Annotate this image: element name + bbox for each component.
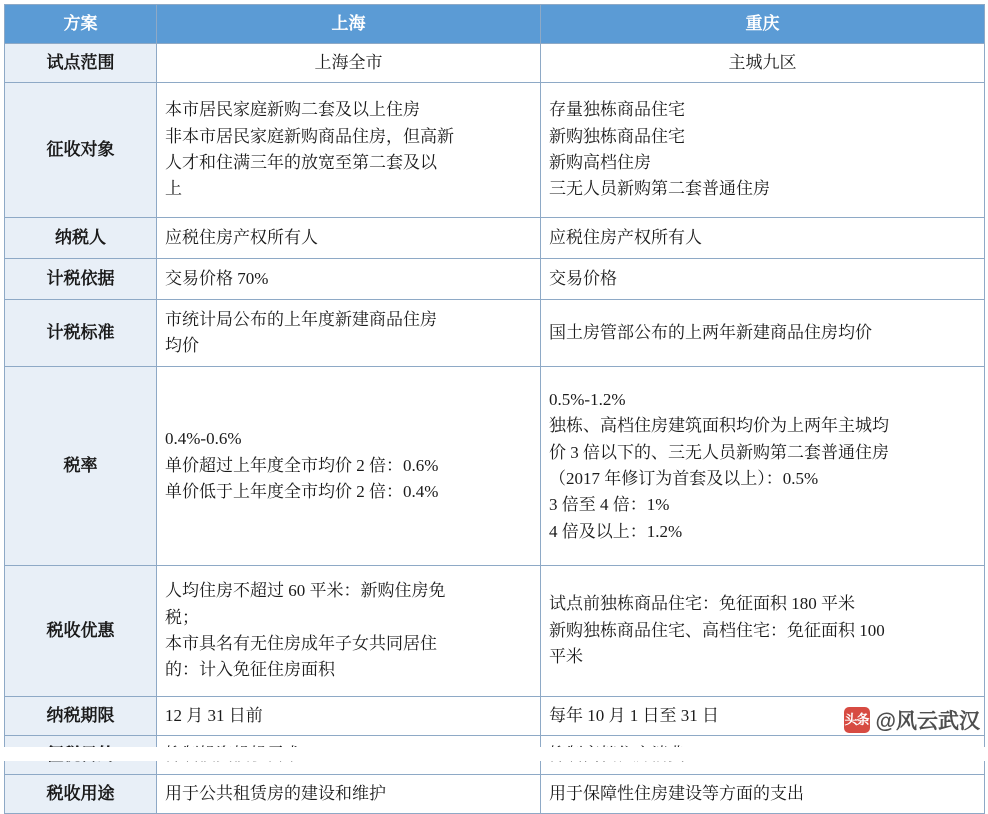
row-label-tax-standard: 计税标准 xyxy=(5,300,157,367)
cell-line: 交易价格 xyxy=(549,268,617,288)
cell-line: 应税住房产权所有人 xyxy=(549,227,702,247)
cell-line: 的：计入免征住房面积 xyxy=(165,660,335,680)
cell-line: 均价 xyxy=(165,336,199,355)
table-body xyxy=(5,44,985,814)
cell-chongqing-tax-usage xyxy=(541,775,985,814)
cell-shanghai-levy-target xyxy=(157,83,541,218)
row-label-tax-usage: 税收用途 xyxy=(5,775,157,814)
cell-line: 0.4%-0.6% xyxy=(165,429,242,449)
cell-line: 12 月 31 日前 xyxy=(165,705,263,725)
cell-line: 本市具名有无住房成年子女共同居住 xyxy=(165,634,437,653)
cell-line: 上海全市 xyxy=(314,52,383,72)
cell-chongqing-levy-target xyxy=(541,83,985,218)
page-bottom-strip xyxy=(0,747,988,761)
cell-line: 三无人员新购第二套普通住房 xyxy=(549,179,770,199)
cell-line: 试点前独栋商品住宅：免征面积 180 平米 xyxy=(549,594,855,614)
cell-chongqing-tax-basis xyxy=(541,259,985,300)
row-label-pilot-scope: 试点范围 xyxy=(5,44,157,83)
cell-line: 新购独栋商品住宅、高档住宅：免征面积 100 xyxy=(549,620,885,640)
row-label-tax-rate: 税率 xyxy=(5,367,157,566)
column-header-shanghai: 上海 xyxy=(157,5,541,44)
cell-line: 每年 10 月 1 日至 31 日 xyxy=(549,705,719,725)
cell-shanghai-tax-basis xyxy=(157,259,541,300)
cell-line: 应税住房产权所有人 xyxy=(165,227,318,247)
cell-shanghai-payment-deadline xyxy=(157,697,541,736)
watermark-text: @风云武汉 xyxy=(875,710,980,733)
cell-line: 平米 xyxy=(549,647,583,667)
cell-line: 用于公共租赁房的建设和维护 xyxy=(165,783,386,803)
cell-line: 4 倍及以上：1.2% xyxy=(549,521,683,541)
cell-line: 3 倍至 4 倍：1% xyxy=(549,495,670,515)
row-label-taxpayer: 纳税人 xyxy=(5,218,157,259)
table-row xyxy=(5,259,985,300)
cell-chongqing-tax-rate xyxy=(541,367,985,566)
table-header xyxy=(5,5,985,44)
cell-chongqing-tax-standard xyxy=(541,300,985,367)
cell-line: 税； xyxy=(165,607,199,627)
cell-line: 新购独栋商品住宅 xyxy=(549,126,685,146)
row-label-tax-basis: 计税依据 xyxy=(5,259,157,300)
cell-line: 上 xyxy=(165,179,182,199)
column-header-scheme: 方案 xyxy=(5,5,157,44)
cell-shanghai-tax-standard xyxy=(157,300,541,367)
table-row xyxy=(5,44,985,83)
cell-line: 主城九区 xyxy=(728,52,797,72)
cell-chongqing-payment-deadline xyxy=(541,697,985,736)
table-row xyxy=(5,83,985,218)
cell-line: 独栋、高档住房建筑面积均价为上两年主城均 xyxy=(549,416,889,436)
row-label-payment-deadline: 纳税期限 xyxy=(5,697,157,736)
cell-line: 人均住房不超过 60 平米：新购住房免 xyxy=(165,581,446,601)
table-header-row xyxy=(5,5,985,44)
cell-line: 非本市居民家庭新购商品住房，但高新 xyxy=(165,126,454,146)
cell-line: 市统计局公布的上年度新建商品住房 xyxy=(165,309,437,329)
cell-line: 交易价格 70% xyxy=(165,268,269,288)
table-row xyxy=(5,566,985,697)
table-row xyxy=(5,775,985,814)
cell-chongqing-taxpayer xyxy=(541,218,985,259)
cell-shanghai-tax-benefit xyxy=(157,566,541,697)
cell-shanghai-tax-usage xyxy=(157,775,541,814)
cell-shanghai-taxpayer xyxy=(157,218,541,259)
cell-line: 国土房管部公布的上两年新建商品住房均价 xyxy=(549,322,872,342)
table-row xyxy=(5,367,985,566)
column-header-chongqing: 重庆 xyxy=(541,5,985,44)
cell-shanghai-pilot-scope xyxy=(157,44,541,83)
cell-line: 0.5%-1.2% xyxy=(549,389,626,409)
table-row xyxy=(5,300,985,367)
cell-line: 用于保障性住房建设等方面的支出 xyxy=(549,783,804,803)
cell-line: 单价低于上年度全市均价 2 倍：0.4% xyxy=(165,482,439,502)
cell-line: （2017 年修订为首套及以上）：0.5% xyxy=(549,469,819,488)
table-row xyxy=(5,697,985,736)
cell-line: 价 3 倍以下的、三无人员新购第二套普通住房 xyxy=(549,442,889,462)
cell-line: 单价超过上年度全市均价 2 倍：0.6% xyxy=(165,455,439,475)
table-row xyxy=(5,218,985,259)
cell-line: 本市居民家庭新购二套及以上住房 xyxy=(165,100,420,120)
cell-line: 新购高档住房 xyxy=(549,153,651,172)
cell-line: 人才和住满三年的放宽至第二套及以 xyxy=(165,153,437,172)
property-tax-comparison-table xyxy=(4,4,985,814)
cell-line: 存量独栋商品住宅 xyxy=(549,100,685,120)
cell-shanghai-tax-rate xyxy=(157,367,541,566)
row-label-tax-benefit: 税收优惠 xyxy=(5,566,157,697)
cell-chongqing-tax-benefit xyxy=(541,566,985,697)
row-label-levy-target: 征收对象 xyxy=(5,83,157,218)
cell-chongqing-pilot-scope xyxy=(541,44,985,83)
toutiao-logo-icon: 头条 xyxy=(844,707,870,733)
